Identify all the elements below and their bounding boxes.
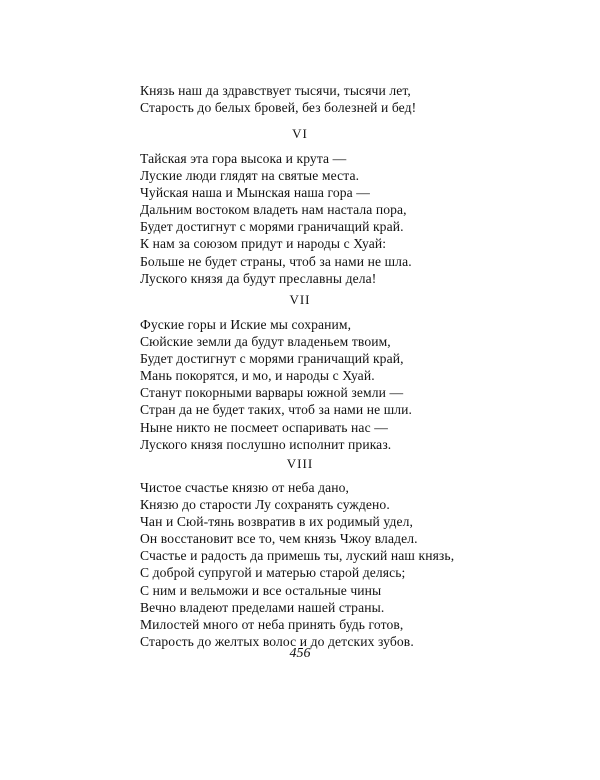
stanza-numeral-vi: VI xyxy=(292,126,308,141)
verse-line: Луского князя да будут преславны дела! xyxy=(140,270,377,286)
verse-line: Дальним востоком владеть нам настала пора, xyxy=(140,202,407,218)
verse-line: Луского князя послушно исполнит приказ. xyxy=(140,436,392,452)
verse-line: Чан и Сюй-тянь возвратив в их родимый удел, xyxy=(140,514,414,530)
verse-line: Сюйские земли да будут владеньем твоим, xyxy=(140,334,391,350)
verse-line: Будет достигнут с морями граничащий край, xyxy=(140,351,404,367)
stanza-numeral-vii: VII xyxy=(289,292,311,307)
verse-line: Старость до белых бровей, без болезней и бед! xyxy=(140,100,417,116)
verse-line: Больше не будет страны, чтоб за нами не шла. xyxy=(140,253,412,269)
verse-line: Чистое счастье князю от неба дано, xyxy=(140,480,350,495)
verse-line: Станут покорными варвары южной земли — xyxy=(140,385,404,401)
verse-line: Князю до старости Лу сохранять суждено. xyxy=(140,497,390,513)
verse-line: Князь наш да здравствует тысячи, тысячи лет, xyxy=(140,83,411,98)
verse-line: Фуские горы и Иские мы сохраним, xyxy=(140,317,352,332)
verse-line: Милостей много от неба принять будь готов, xyxy=(140,616,404,632)
verse-line: Стран да не будет таких, чтоб за нами не шли. xyxy=(140,402,413,418)
verse-line: К нам за союзом придут и народы с Хуай: xyxy=(140,236,387,252)
stanza-intro xyxy=(140,82,470,116)
verse-line: С ним и вельможи и все остальные чины xyxy=(140,582,382,598)
verse-line: Вечно владеют пределами нашей страны. xyxy=(140,599,385,615)
stanza-vii xyxy=(140,316,470,453)
verse-line: Счастье и радость да примешь ты, луский наш князь, xyxy=(140,548,455,564)
verse-line: Мань покорятся, и мо, и народы с Хуай. xyxy=(140,368,375,384)
verse-line: Он восстановит все то, чем князь Чжоу владел. xyxy=(140,531,418,547)
verse-line: Будет достигнут с морями граничащий край. xyxy=(140,219,404,235)
verse-line: Луские люди глядят на святые места. xyxy=(140,168,360,184)
stanza-numeral-viii: VIII xyxy=(286,456,314,471)
stanza-vi xyxy=(140,150,470,287)
verse-line: Старость до желтых волос и до детских зубов. xyxy=(140,633,414,649)
stanza-viii xyxy=(140,479,470,650)
page-number: 456 xyxy=(289,646,311,661)
verse-line: Тайская эта гора высока и крута — xyxy=(140,151,347,166)
verse-line: С доброй супругой и матерью старой делясь; xyxy=(140,565,406,581)
verse-line: Ныне никто не посмеет оспаривать нас — xyxy=(140,419,388,435)
verse-line: Чуйская наша и Мынская наша гора — xyxy=(140,185,370,201)
